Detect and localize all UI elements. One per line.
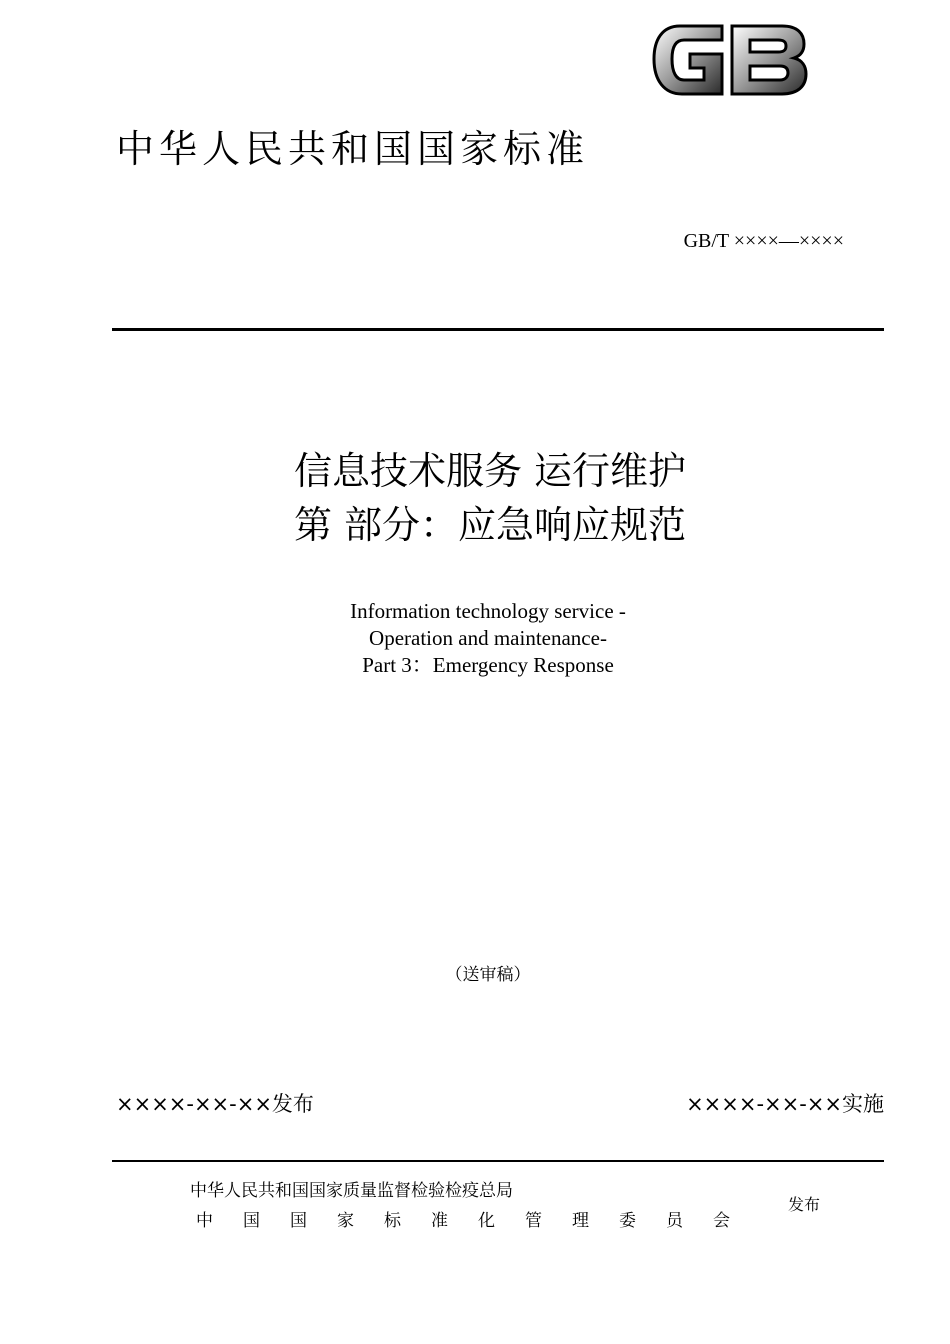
implement-date: ××××-××-××实施 [686,1092,884,1116]
title-en-line2: Operation and maintenance- [369,626,607,650]
title-en [0,598,950,679]
national-standard-title: 中华人民共和国国家标准 [116,127,590,171]
title-cn-line2: 第 部分：应急响应规范 [293,503,687,547]
bottom-divider [112,1160,884,1162]
title-cn-line1: 信息技术服务 运行维护 [293,449,687,493]
draft-status: （送审稿） [445,965,531,985]
issuer-aqsiq: 中华人民共和国国家质量监督检验检疫总局 [190,1181,513,1201]
issue-date: ××××-××-××发布 [116,1092,314,1116]
title-en-line1: Information technology service - [350,599,626,623]
gb-logo [650,18,810,100]
issuer-sac: 中国国家标准化管理委员会 [196,1211,760,1231]
top-divider [112,328,884,331]
standard-number: GB/T ××××—×××× [683,230,844,252]
title-en-line3: Part 3：Emergency Response [362,653,614,677]
publish-label: 发布 [788,1195,821,1214]
